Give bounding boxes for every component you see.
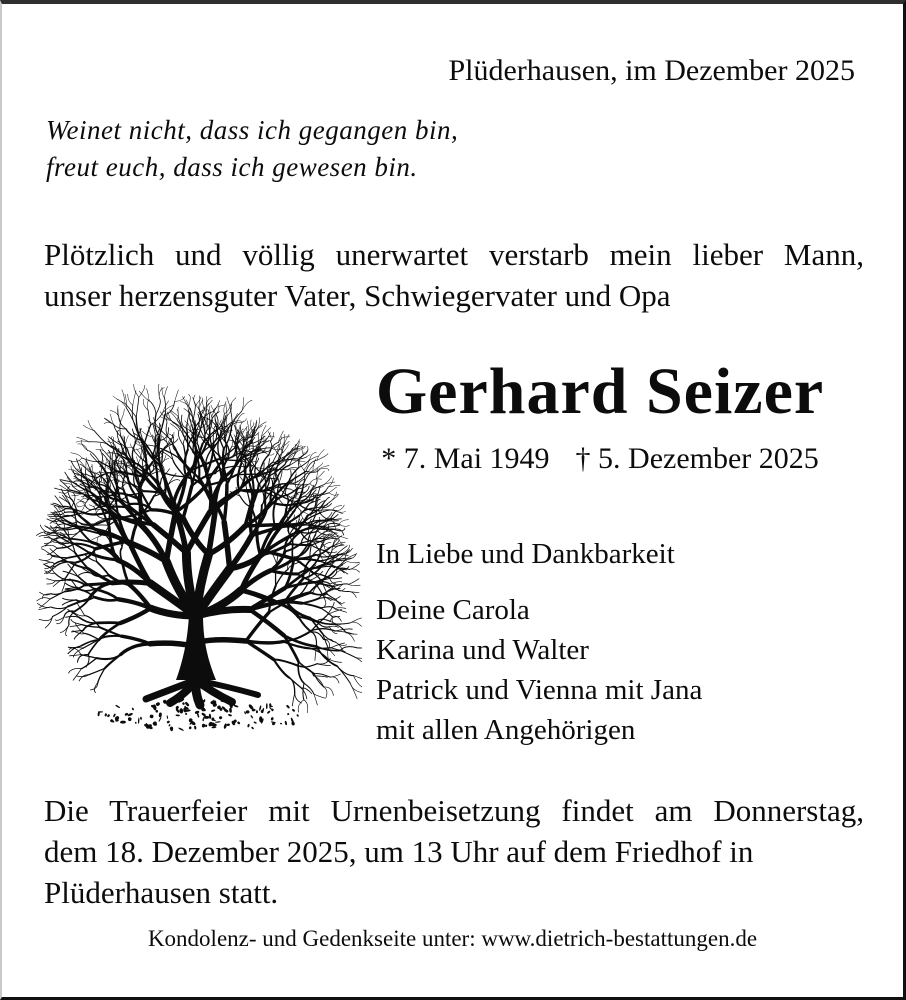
mourners-list: [376, 590, 868, 750]
epigraph-verse: [46, 112, 458, 186]
tribute-heading: In Liebe und Dankbarkeit: [376, 538, 675, 570]
memorial-block: [332, 356, 868, 750]
funeral-line-2: dem 18. Dezember 2025, um 13 Uhr auf dem Friedhof in: [44, 834, 754, 869]
life-dates: [332, 442, 868, 476]
mourner-line: mit allen Angehörigen: [376, 714, 636, 746]
intro-line-2: unser herzensguter Vater, Schwiegervater und Opa: [44, 278, 671, 313]
birth-date: * 7. Mai 1949: [381, 442, 550, 475]
tree-illustration: [28, 384, 362, 740]
tribute-block: [376, 534, 868, 750]
mourner-line: Karina und Walter: [376, 634, 589, 666]
funeral-details: [44, 790, 864, 913]
mourner-line: Patrick und Vienna mit Jana: [376, 674, 703, 706]
funeral-line-1: Die Trauerfeier mit Urnenbeisetzung findet am Donnerstag,: [44, 793, 864, 828]
intro-line-1: Plötzlich und völlig unerwartet verstarb mein lieber Mann,: [44, 237, 864, 272]
epigraph-line-2: freut euch, dass ich gewesen bin.: [46, 152, 418, 182]
epigraph-line-1: Weinet nicht, dass ich gegangen bin,: [46, 115, 459, 145]
deceased-name: Gerhard Seizer: [375, 355, 825, 428]
intro-paragraph: [44, 234, 864, 316]
funeral-line-3: Plüderhausen statt.: [44, 875, 279, 910]
mourner-line: Deine Carola: [376, 594, 530, 626]
condolence-website-note: Kondolenz- und Gedenkseite unter: www.dietrich-bestattungen.de: [147, 926, 758, 951]
dateline: Plüderhausen, im Dezember 2025: [448, 54, 855, 87]
death-date: † 5. Dezember 2025: [575, 442, 819, 475]
